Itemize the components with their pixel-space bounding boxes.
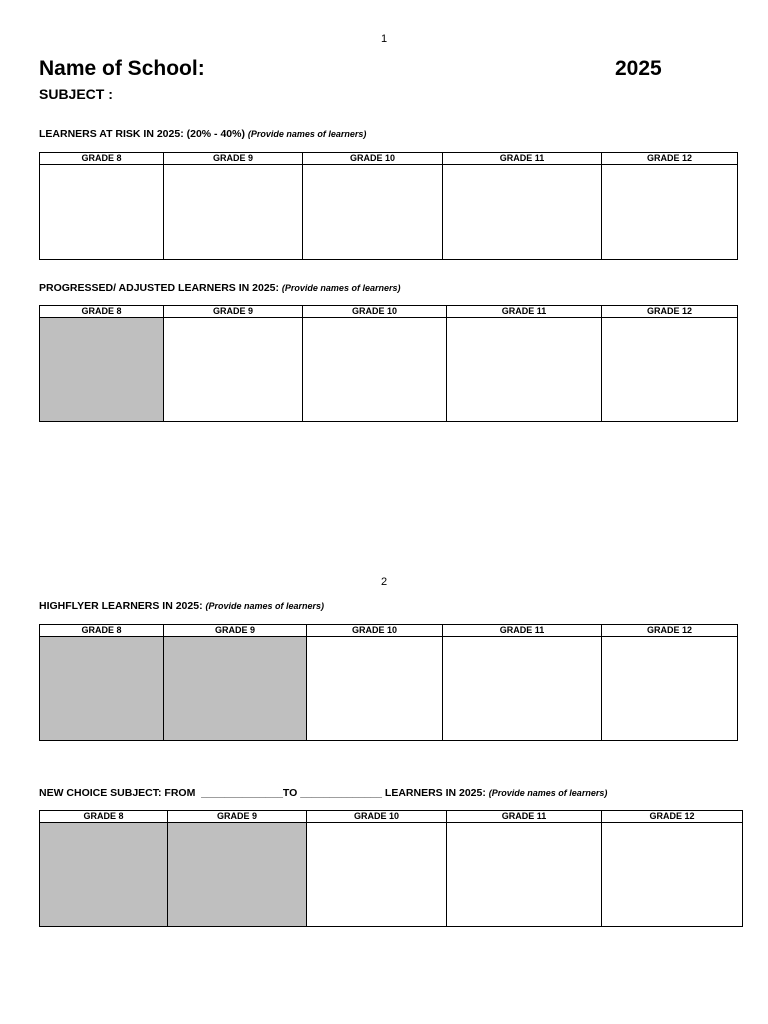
at-risk-header-grade-8: GRADE 8 [40,153,164,165]
at-risk-header-grade-10: GRADE 10 [303,153,443,165]
progressed-cell-grade-11[interactable] [447,318,602,422]
new-choice-cell-grade-10[interactable] [307,823,447,927]
highflyer-header-grade-12: GRADE 12 [602,625,738,637]
highflyer-table [39,624,738,741]
progressed-heading [39,282,400,294]
subject-label: SUBJECT : [39,86,113,102]
progressed-cell-grade-9[interactable] [164,318,303,422]
progressed-header-grade-12: GRADE 12 [602,306,738,318]
highflyer-cell-grade-11[interactable] [443,637,602,741]
year-label: 2025 [615,57,662,80]
progressed-title: PROGRESSED/ ADJUSTED LEARNERS IN 2025: [39,282,282,294]
progressed-note: (Provide names of learners) [281,283,401,293]
new-choice-cell-grade-11[interactable] [447,823,602,927]
progressed-table [39,305,738,422]
school-name-label: Name of School: [39,57,205,80]
at-risk-cell-grade-10[interactable] [303,165,443,260]
progressed-header-grade-9: GRADE 9 [164,306,303,318]
highflyer-header-grade-10: GRADE 10 [307,625,443,637]
at-risk-cell-grade-11[interactable] [443,165,602,260]
progressed-cell-grade-12[interactable] [602,318,738,422]
at-risk-note: (Provide names of learners) [247,129,367,139]
at-risk-title: LEARNERS AT RISK IN 2025: (20% - 40%) [39,128,248,140]
highflyer-cell-grade-9 [164,637,307,741]
at-risk-heading [39,128,366,140]
new-choice-header-grade-12: GRADE 12 [602,811,743,823]
highflyer-cell-grade-10[interactable] [307,637,443,741]
progressed-cell-grade-10[interactable] [303,318,447,422]
new-choice-cell-grade-9 [168,823,307,927]
new-choice-header-grade-8: GRADE 8 [40,811,168,823]
at-risk-cell-grade-8[interactable] [40,165,164,260]
new-choice-header-grade-11: GRADE 11 [447,811,602,823]
new-choice-header-grade-9: GRADE 9 [168,811,307,823]
progressed-cell-grade-8 [40,318,164,422]
highflyer-header-grade-8: GRADE 8 [40,625,164,637]
highflyer-note: (Provide names of learners) [205,601,325,611]
highflyer-heading [39,600,324,612]
new-choice-header-grade-10: GRADE 10 [307,811,447,823]
at-risk-table [39,152,738,260]
at-risk-header-grade-12: GRADE 12 [602,153,738,165]
new-choice-table [39,810,743,927]
highflyer-title: HIGHFLYER LEARNERS IN 2025: [39,600,206,612]
highflyer-cell-grade-12[interactable] [602,637,738,741]
new-choice-note: (Provide names of learners) [488,788,608,798]
at-risk-cell-grade-9[interactable] [164,165,303,260]
at-risk-header-grade-9: GRADE 9 [164,153,303,165]
page-number-2: 2 [380,576,388,588]
new-choice-heading [39,787,607,799]
highflyer-cell-grade-8 [40,637,164,741]
at-risk-header-grade-11: GRADE 11 [443,153,602,165]
new-choice-cell-grade-8 [40,823,168,927]
progressed-header-grade-8: GRADE 8 [40,306,164,318]
page-number-1: 1 [380,33,388,45]
progressed-header-grade-11: GRADE 11 [447,306,602,318]
highflyer-header-grade-11: GRADE 11 [443,625,602,637]
new-choice-cell-grade-12[interactable] [602,823,743,927]
new-choice-title: NEW CHOICE SUBJECT: FROM ______________TO ______________ LEARNERS IN 2025: [39,787,489,799]
highflyer-header-grade-9: GRADE 9 [164,625,307,637]
progressed-header-grade-10: GRADE 10 [303,306,447,318]
at-risk-cell-grade-12[interactable] [602,165,738,260]
